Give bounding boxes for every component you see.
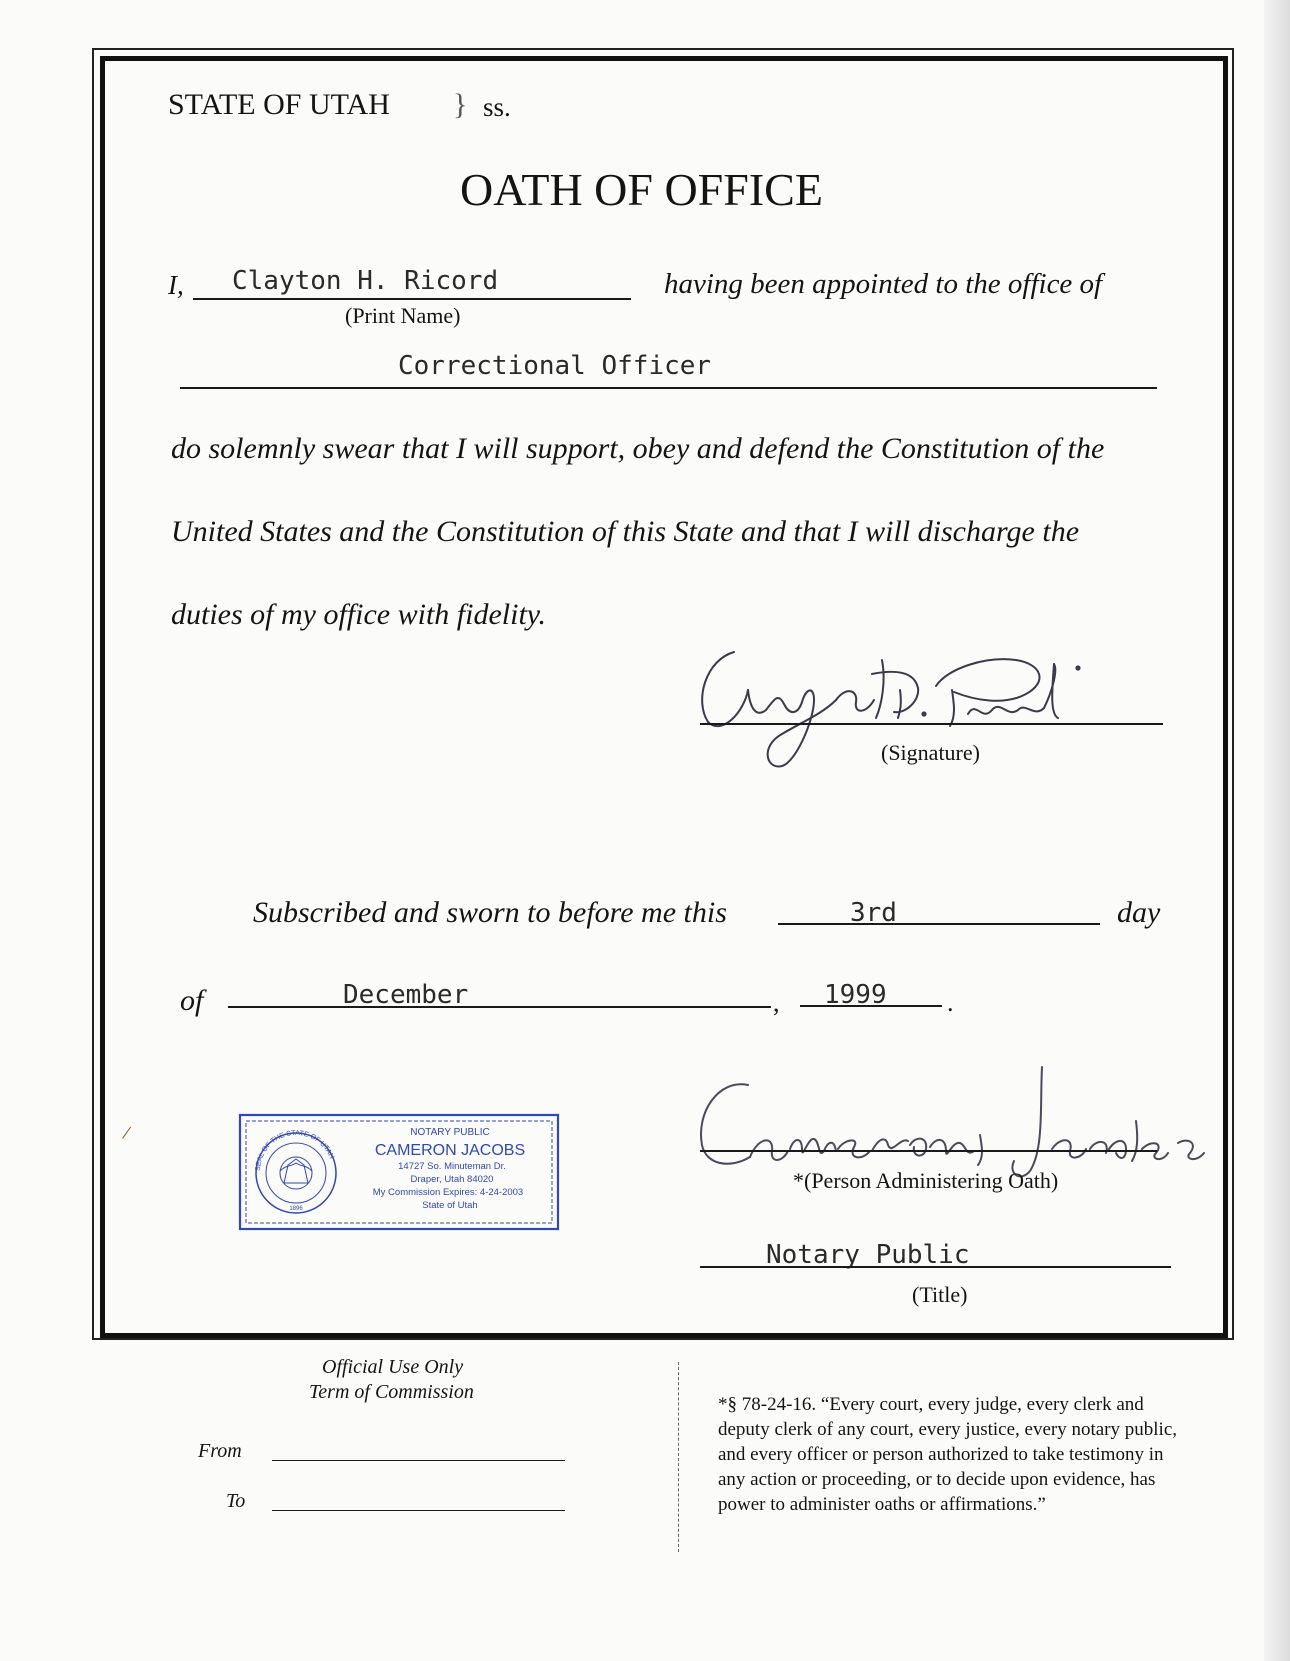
footnote-line-3: and every officer or person authorized to take testimony in: [718, 1444, 1164, 1465]
of-word: of: [180, 984, 204, 1017]
signature-caption: (Signature): [881, 740, 980, 765]
office-line: [180, 387, 1157, 389]
day-word: day: [1117, 896, 1161, 929]
from-label: From: [198, 1440, 242, 1462]
footnote-block: [718, 1392, 1177, 1517]
i-prefix: I,: [168, 270, 184, 300]
print-name-caption: (Print Name): [345, 303, 461, 328]
to-label: To: [226, 1490, 246, 1512]
month-line: [228, 1006, 771, 1008]
print-name-line: [193, 298, 631, 300]
month-value: December: [343, 980, 469, 1010]
state-label: STATE OF UTAH: [168, 88, 390, 121]
subscribed-text: Subscribed and sworn to before me this: [253, 896, 727, 929]
title-value: Notary Public: [766, 1240, 970, 1270]
year-value: 1999: [824, 980, 887, 1010]
seal-year: 1896: [289, 1206, 303, 1212]
document-title: OATH OF OFFICE: [460, 164, 823, 215]
footnote-line-1: *§ 78-24-16. “Every court, every judge, every clerk and: [718, 1394, 1144, 1415]
appointed-text: having been appointed to the office of: [664, 268, 1103, 300]
stamp-address-1: 14727 So. Minuteman Dr.: [398, 1161, 506, 1172]
title-line: [700, 1266, 1171, 1268]
administrator-caption: *(Person Administering Oath): [793, 1168, 1059, 1193]
stamp-heading: NOTARY PUBLIC: [410, 1127, 490, 1138]
stamp-address-2: Draper, Utah 84020: [410, 1174, 494, 1185]
footnote-line-5: power to administer oaths or affirmations.”: [718, 1494, 1046, 1515]
notary-stamp: [238, 1113, 560, 1231]
term-of-commission-heading: Term of Commission: [309, 1381, 474, 1403]
day-value: 3rd: [850, 898, 897, 928]
oath-line-1: do solemnly swear that I will support, obey and defend the Constitution of the: [171, 432, 1105, 465]
page-edge-shadow: [1264, 0, 1290, 1661]
seal-text: SEAL OF THE STATE OF UTAH: [254, 1129, 335, 1172]
stamp-state: State of Utah: [422, 1200, 478, 1211]
official-use-heading: Official Use Only: [322, 1356, 464, 1378]
stamp-commission: My Commission Expires: 4-24-2003: [372, 1187, 524, 1198]
footer-divider: [678, 1362, 679, 1552]
administrator-line: [700, 1150, 1157, 1152]
month-comma: ,: [773, 988, 780, 1017]
oath-line-3: duties of my office with fidelity.: [171, 598, 546, 631]
title-caption: (Title): [912, 1282, 968, 1307]
venue-brace: }: [453, 88, 468, 121]
day-line: [778, 923, 1100, 925]
appointee-signature: [686, 630, 1106, 790]
signature-line: [700, 723, 1163, 725]
ss-label: ss.: [483, 92, 511, 122]
from-line: [272, 1460, 565, 1461]
year-line: [800, 1005, 942, 1007]
stamp-name: CAMERON JACOBS: [374, 1142, 526, 1159]
year-period: .: [947, 988, 954, 1017]
footnote-line-4: any action or proceeding, or to decide upon evidence, has: [718, 1469, 1156, 1490]
to-line: [272, 1510, 565, 1511]
print-name-value: Clayton H. Ricord: [232, 266, 499, 296]
oath-line-2: United States and the Constitution of this State and that I will discharge the: [171, 515, 1080, 548]
footnote-line-2: deputy clerk of any court, every justice, every notary public,: [718, 1419, 1177, 1440]
office-value: Correctional Officer: [398, 351, 712, 381]
